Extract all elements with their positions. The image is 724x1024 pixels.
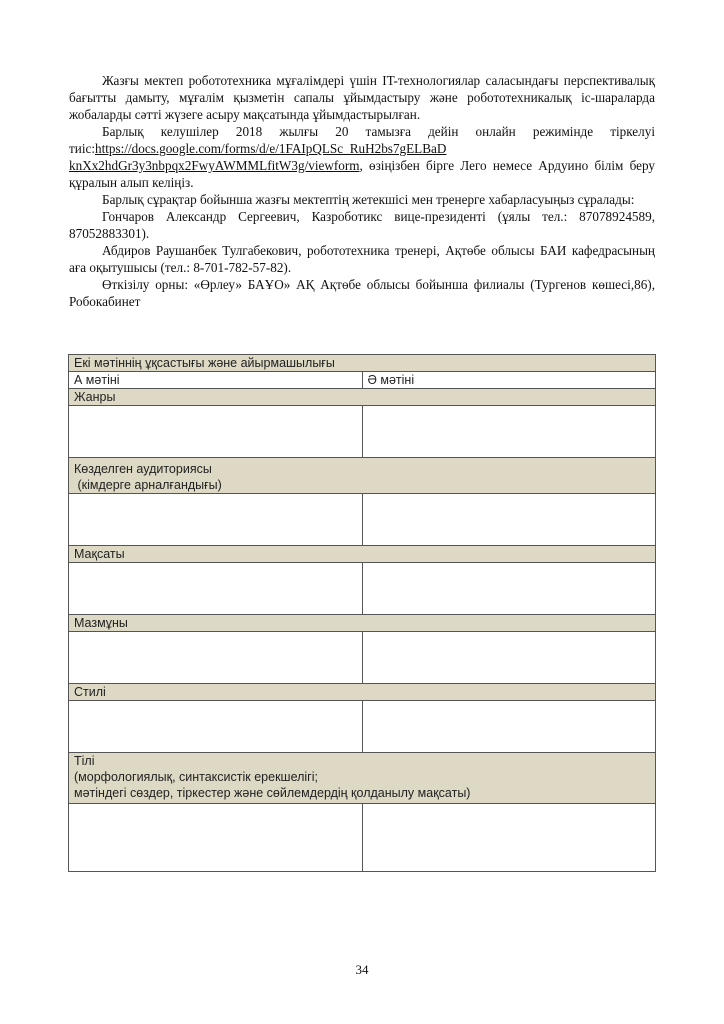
registration-link-part1[interactable]: https://docs.google.com/forms/d/e/1FAIpQLSc_RuH2bs7gELBaD (95, 141, 447, 156)
paragraph-intro: Жазғы мектеп робототехника мұғалімдері үшін IT-технологиялар саласындағы перспективалық бағытты дамыту, мұғалім қызметін сапалы ұйымдастыру және робототехникалық іс-шараларда жобаларды сәтті жүзеге асыру мақсатында ұйымдастырылған. (69, 73, 655, 122)
cell-audience-a[interactable] (69, 494, 363, 546)
column-header-a: А мәтіні (69, 372, 363, 389)
section-audience (69, 458, 656, 494)
cell-content-a[interactable] (69, 632, 363, 684)
section-purpose: Мақсаты (69, 546, 656, 563)
registration-note: , өзіңізбен бірге Лего немесе Ардуино білім беру құралын алып келіңіз. (69, 158, 655, 190)
section-content: Мазмұны (69, 615, 656, 632)
paragraph-registration (69, 123, 655, 191)
section-language (69, 753, 656, 804)
cell-style-b[interactable] (362, 701, 656, 753)
registration-link-part2[interactable]: knXx2hdGr3y3nbpqx2FwyAWMMLfitW3g/viewform (69, 158, 360, 173)
cell-genre-b[interactable] (362, 406, 656, 458)
column-header-b: Ә мәтіні (362, 372, 656, 389)
page-number: 34 (355, 962, 369, 977)
paragraph-contact-goncharov: Гончаров Александр Сергеевич, Казроботикс вице-президенті (ұялы тел.: 87078924589, 87052883301). (69, 209, 655, 241)
section-language-line2: (морфологиялық, синтаксистік ерекшелігі; (74, 770, 318, 784)
section-audience-subtitle: (кімдерге арналғандығы) (74, 478, 222, 492)
cell-genre-a[interactable] (69, 406, 363, 458)
cell-language-a[interactable] (69, 804, 363, 872)
section-language-line3: мәтіндегі сөздер, тіркестер және сөйлемдердің қолданылу мақсаты) (74, 786, 471, 800)
paragraph-contact-abdirov: Абдиров Раушанбек Тулгабекович, робототехника тренері, Ақтөбе облысы БАИ кафедрасының аға оқытушысы (тел.: 8-701-782-57-82). (69, 243, 655, 275)
section-style: Стилі (69, 684, 656, 701)
section-genre: Жанры (69, 389, 656, 406)
cell-purpose-b[interactable] (362, 563, 656, 615)
cell-audience-b[interactable] (362, 494, 656, 546)
table-title: Екі мәтіннің ұқсастығы және айырмашылығы (69, 355, 656, 372)
cell-content-b[interactable] (362, 632, 656, 684)
body-text (69, 72, 655, 310)
section-audience-title: Көзделген аудиториясы (74, 462, 212, 476)
comparison-table (68, 354, 656, 872)
paragraph-contacts-intro: Барлық сұрақтар бойынша жазғы мектептің жетекшісі мен тренерге хабарласуыңыз сұралады: (102, 192, 635, 207)
cell-purpose-a[interactable] (69, 563, 363, 615)
cell-style-a[interactable] (69, 701, 363, 753)
section-language-title: Тілі (74, 754, 95, 768)
cell-language-b[interactable] (362, 804, 656, 872)
paragraph-venue: Өткізілу орны: «Өрлеу» БАҰО» АҚ Ақтөбе облысы бойынша филиалы (Тургенов көшесі,86), Робокабинет (69, 277, 655, 309)
registration-text: Барлық келушілер 2018 жылғы 20 тамызға дейін онлайн режимінде тіркелуі тиіс: (69, 124, 655, 156)
